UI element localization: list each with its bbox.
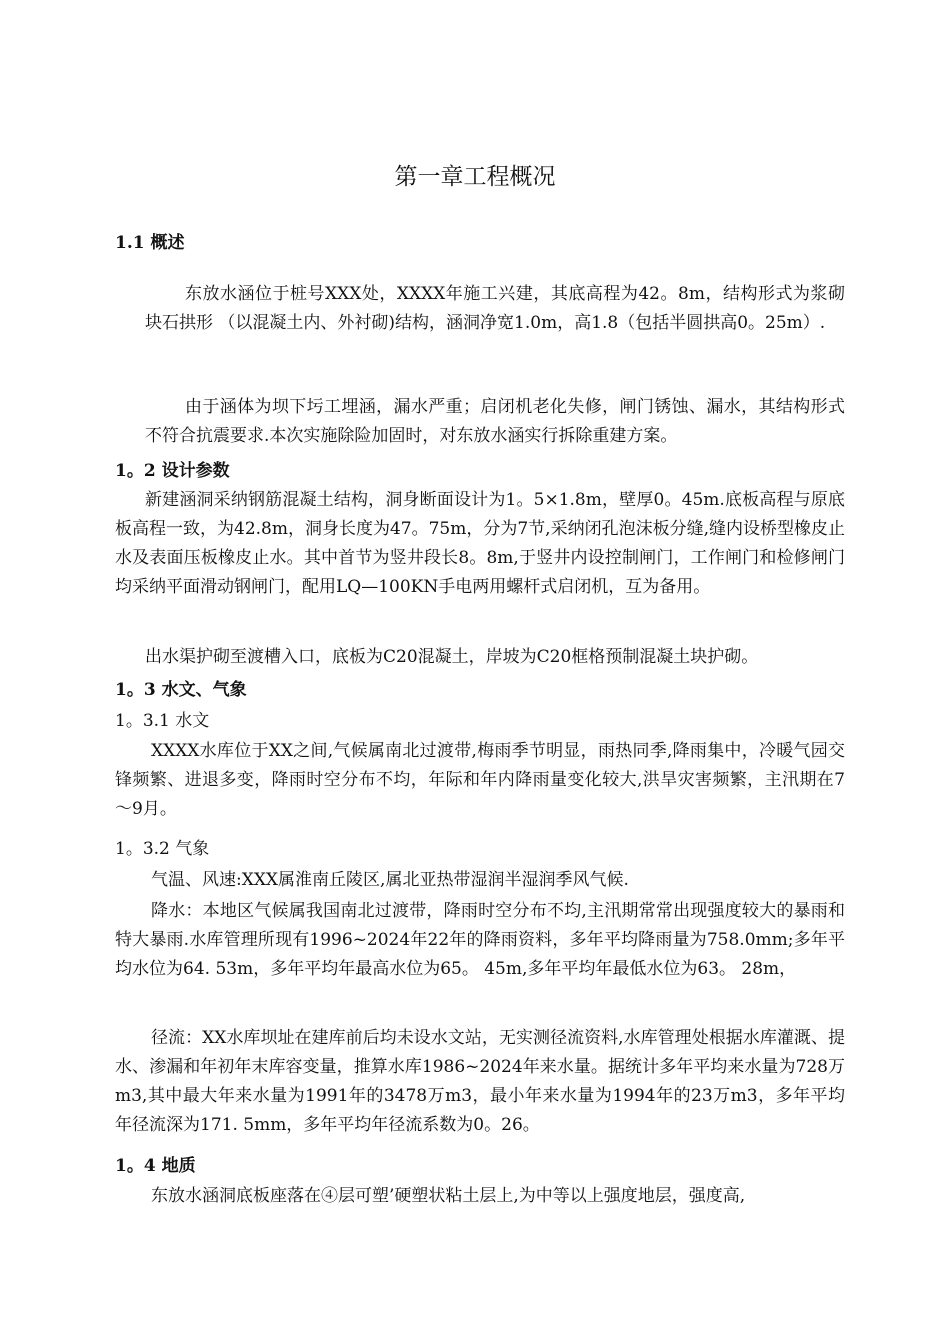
design-params-paragraph-1: 新建涵洞采纳钢筋混凝土结构，洞身断面设计为1。5×1.8m，壁厚0。45m.底板高程与原底板高程一致，为42.8m，洞身长度为47。75m，分为7节,采纳闭孔泡沫板分缝,缝内设桥型橡皮止水及表面压板橡皮止水。其中首节为竖井段长8。8m,于竖井内设控制闸门，工作闸门和检修闸门均采纳平面滑动钢闸门，配用LQ—100KN手电两用螺杆式启闭机，互为备用。 xyxy=(115,490,845,597)
design-params-paragraph-2: 出水渠护砌至渡槽入口，底板为C20混凝土，岸坡为C20框格预制混凝土块护砌。 xyxy=(145,647,759,667)
section-heading-hydrology-meteorology: 1。3 水文、气象 xyxy=(115,680,247,700)
meteorology-paragraph-precipitation: 降水：本地区气候属我国南北过渡带，降雨时空分布不均,主汛期常常出现强度较大的暴雨和特大暴雨.水库管理所现有1996~2024年22年的降雨资料，多年平均降雨量为758.0mm;多年平均水位为64. 53m，多年平均年最高水位为65。 45m,多年平均年最低水位为63。 28m， xyxy=(115,901,845,979)
subsection-heading-meteorology: 1。3.2 气象 xyxy=(115,839,210,859)
section-heading-geology: 1。4 地质 xyxy=(115,1156,196,1176)
section-heading-design-params: 1。2 设计参数 xyxy=(115,461,230,481)
section-heading-overview: 1.1 概述 xyxy=(115,233,185,253)
overview-paragraph-2: 由于涵体为坝下圬工埋涵，漏水严重；启闭机老化失修，闸门锈蚀、漏水，其结构形式不符合抗震要求.本次实施除险加固时，对东放水涵实行拆除重建方案。 xyxy=(145,397,845,446)
subsection-heading-hydrology: 1。3.1 水文 xyxy=(115,711,210,731)
chapter-title: 第一章工程概况 xyxy=(394,164,556,190)
meteorology-paragraph-runoff: 径流：XX水库坝址在建库前后均未设水文站，无实测径流资料,水库管理处根据水库灌溉、提水、渗漏和年初年末库容变量，推算水库1986~2024年来水量。据统计多年平均来水量为728万m3,其中最大年来水量为1991年的3478万m3，最小年来水量为1994年的23万m3，多年平均年径流深为171. 5mm，多年平均年径流系数为0。26。 xyxy=(115,1028,845,1135)
geology-paragraph: 东放水涵洞底板座落在④层可塑’硬塑状粘土层上,为中等以上强度地层，强度高, xyxy=(151,1186,746,1206)
meteorology-paragraph-temperature: 气温、风速:XXX属淮南丘陵区,属北亚热带湿润半湿润季风气候. xyxy=(151,870,629,890)
hydrology-paragraph: XXXX水库位于XX之间,气候属南北过渡带,梅雨季节明显，雨热同季,降雨集中，冷暖气园交锋频繁、进退多变，降雨时空分布不均，年际和年内降雨量变化较大,洪旱灾害频繁，主汛期在7～9月。 xyxy=(115,741,845,819)
overview-paragraph-1: 东放水涵位于桩号XXX处，XXXX年施工兴建，其底高程为42。8m，结构形式为浆砌块石拱形 （以混凝土内、外衬砌)结构，涵洞净宽1.0m，高1.8（包括半圆拱高0。25m）. xyxy=(145,284,845,333)
